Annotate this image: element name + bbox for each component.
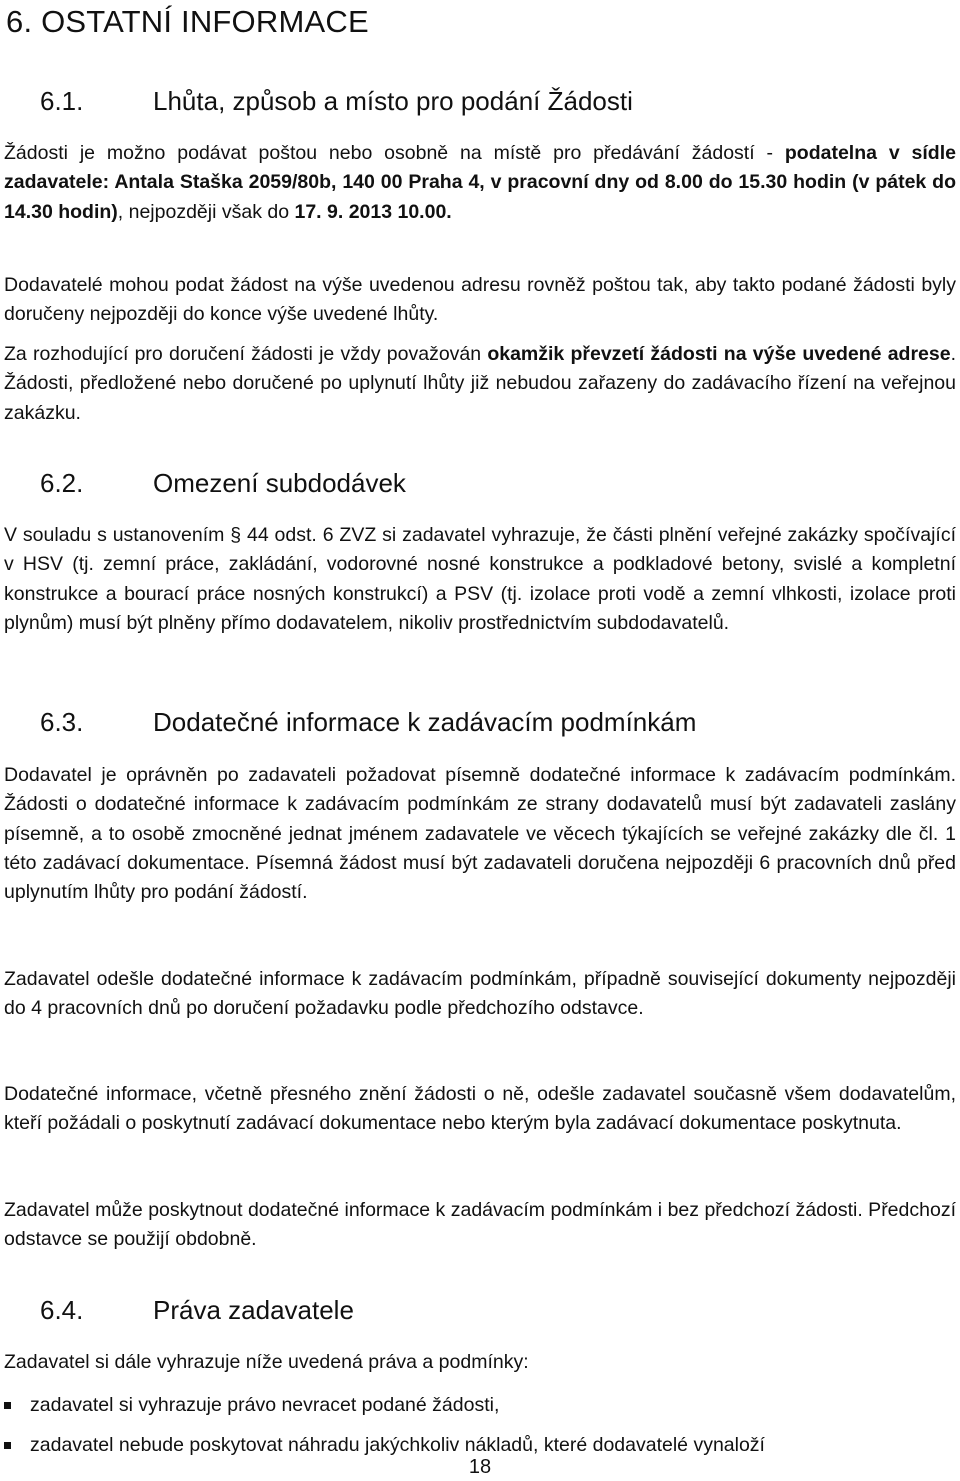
section-number: 6.3. xyxy=(40,707,84,737)
text-run: Žádosti je možno podávat poštou nebo osobně na místě pro předávání žádostí - xyxy=(4,142,785,164)
bold-deadline: 17. 9. 2013 10.00. xyxy=(294,200,452,223)
section-title: Dodatečné informace k zadávacím podmínkám xyxy=(153,707,697,737)
paragraph-additional-info-distribution: Dodatečné informace, včetně přesného znění žádosti o ně, odešle zadavatel současně všem dodavatelům, kteří požádali o poskytnutí zadávací dokumentace nebo kterým byla zadávací dokumentace poskytnuta. xyxy=(4,1083,956,1135)
list-item-text: zadavatel nebude poskytovat náhradu jakýchkoliv nákladů, které dodavatelé vynaloží xyxy=(30,1434,765,1456)
section-number: 6.1. xyxy=(40,86,84,116)
paragraph-decisive-moment xyxy=(4,340,956,428)
paragraph-additional-info-request: Dodavatel je oprávněn po zadavateli požadovat písemně dodatečné informace k zadávacím podmínkám. Žádosti o dodatečné informace k zadávacím podmínkám ze strany dodavatelů musí být zadavateli zaslány písemně, a to osobě zmocněné jednat jménem zadavatele ve věcech týkajících se veřejné zakázky dle čl. 1 této zadávací dokumentace. Písemná žádost musí být zadavateli doručena nejpozději 6 pracovních dnů před uplynutím lhůty pro podání žádostí. xyxy=(4,764,956,904)
square-bullet-icon xyxy=(4,1442,11,1449)
paragraph-postal-delivery: Dodavatelé mohou podat žádost na výše uvedenou adresu rovněž poštou tak, aby takto podané žádosti byly doručeny nejpozději do konce výše uvedené lhůty. xyxy=(4,274,956,326)
bold-receipt-moment: okamžik převzetí žádosti na výše uvedené adrese xyxy=(487,343,951,365)
paragraph-submission-place xyxy=(4,139,956,227)
bold-address-and-hours: podatelna v sídle zadavatele: Antala Staška 2059/80b, 140 00 Praha 4, v pracovní dny od 8.00 do 15.30 hodin (v pátek do 14.30 hodin) xyxy=(4,142,956,223)
list-item xyxy=(4,1391,956,1420)
section-title: Lhůta, způsob a místo pro podání Žádosti xyxy=(153,86,633,116)
section-heading-6-4 xyxy=(40,1295,354,1326)
paragraph-rights-intro: Zadavatel si dále vyhrazuje níže uvedená práva a podmínky: xyxy=(4,1351,529,1373)
section-heading-6-3 xyxy=(40,707,696,738)
section-title: Omezení subdodávek xyxy=(153,468,406,498)
section-number: 6.4. xyxy=(40,1295,84,1325)
list-item-text: zadavatel si vyhrazuje právo nevracet podané žádosti, xyxy=(30,1394,500,1416)
rights-list xyxy=(4,1391,956,1460)
section-title: Práva zadavatele xyxy=(153,1295,354,1325)
chapter-title: 6. OSTATNÍ INFORMACE xyxy=(6,4,369,39)
section-heading-6-1 xyxy=(40,86,633,117)
section-heading-6-2 xyxy=(40,468,406,499)
page-number: 18 xyxy=(468,1456,492,1478)
section-number: 6.2. xyxy=(40,468,84,498)
paragraph-info-without-request: Zadavatel může poskytnout dodatečné informace k zadávacím podmínkám i bez předchozí žádosti. Předchozí odstavce se použijí obdobně. xyxy=(4,1199,956,1251)
paragraph-additional-info-response: Zadavatel odešle dodatečné informace k zadávacím podmínkám, případně související dokumenty nejpozději do 4 pracovních dnů po doručení požadavku podle předchozího odstavce. xyxy=(4,968,956,1020)
text-run: . Žádosti, předložené nebo doručené po uplynutí lhůty již nebudou zařazeny do zadávacího řízení na veřejnou zakázku. xyxy=(4,343,956,424)
paragraph-subcontracting-limits: V souladu s ustanovením § 44 odst. 6 ZVZ si zadavatel vyhrazuje, že části plnění veřejné zakázky spočívající v HSV (tj. zemní práce, zakládání, vodorovné nosné konstrukce a podkladové betony, svislé a kompletní konstrukce a bourací práce nosných konstrukcí) a PSV (tj. izolace proti vodě a zemní vlhkosti, izolace proti plynům) musí být plněny přímo dodavatelem, nikoliv prostřednictvím subdodavatelů. xyxy=(4,524,956,634)
text-run: Za rozhodující pro doručení žádosti je vždy považován xyxy=(4,343,488,365)
text-run: , nejpozději však do xyxy=(117,200,295,223)
square-bullet-icon xyxy=(4,1402,11,1409)
